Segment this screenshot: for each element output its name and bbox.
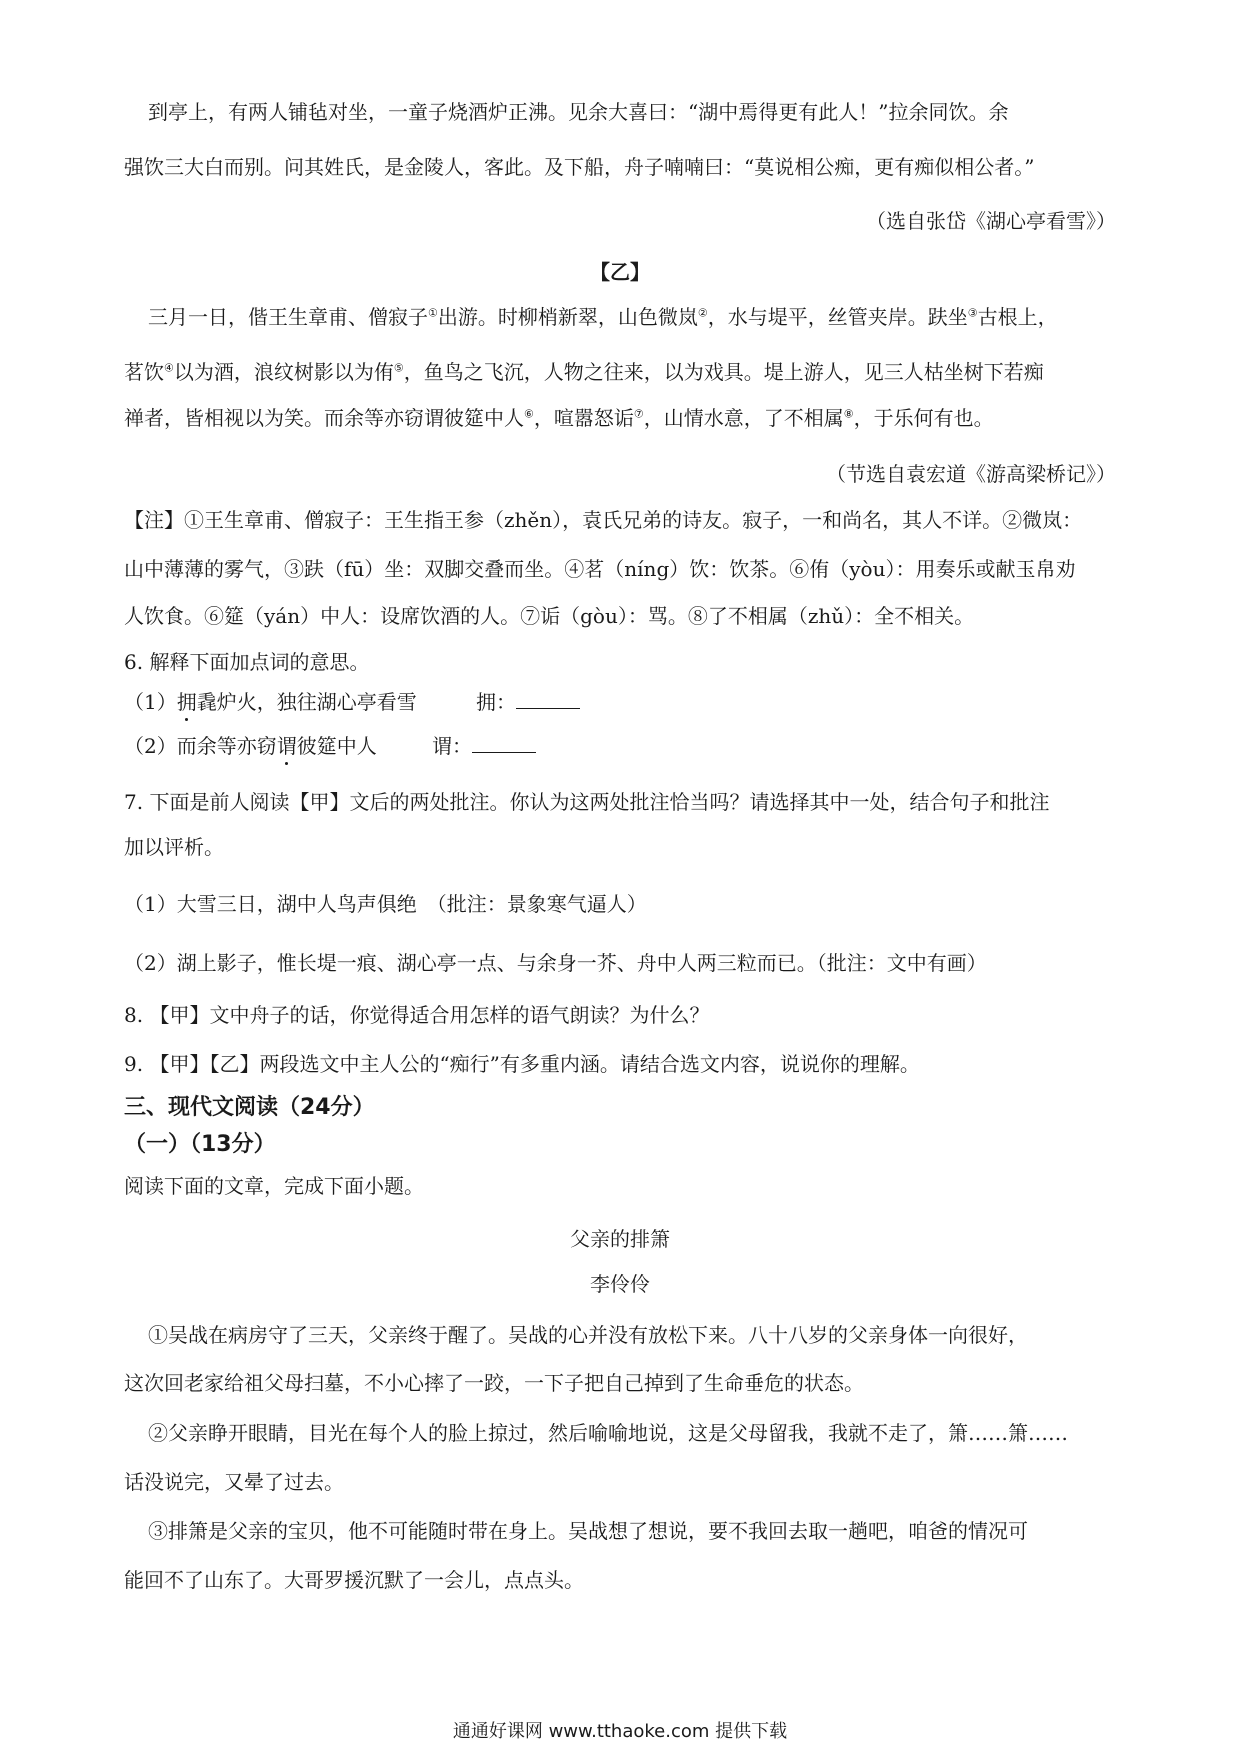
article-p1-line-1: ①吴战在病房守了三天，父亲终于醒了。吴战的心并没有放松下来。八十八岁的父亲身体一向很好， bbox=[148, 1323, 1028, 1347]
question-9: 9. 【甲】【乙】两段选文中主人公的“痴行”有多重内涵。请结合选文内容，说说你的理解。 bbox=[124, 1052, 920, 1076]
question-6-2: （2）而余等亦窃谓彼筵中人 bbox=[124, 734, 377, 758]
answer-6-2[interactable]: 谓： bbox=[432, 732, 536, 760]
section-3-title: 三、现代文阅读（24分） bbox=[124, 1095, 375, 1120]
section-3-part-1: （一）（13分） bbox=[124, 1132, 276, 1157]
question-8: 8. 【甲】文中舟子的话，你觉得适合用怎样的语气朗读？为什么？ bbox=[124, 1003, 710, 1027]
question-7-line-1: 7. 下面是前人阅读【甲】文后的两处批注。你认为这两处批注恰当吗？请选择其中一处，结合句子和批注 bbox=[124, 790, 1050, 814]
emphasis-dot-word: 拥 bbox=[176, 690, 197, 714]
jia-source: （选自张岱《湖心亭看雪》） bbox=[866, 209, 1116, 233]
yi-text-line-3: 禅者，皆相视以为笑。而余等亦窃谓彼筵中人⑥，喧嚣怒诟⑦，山情水意，了不相属⑧，于乐何有也。 bbox=[124, 406, 994, 430]
question-6-1: （1）拥毳炉火，独往湖心亭看雪 bbox=[124, 690, 417, 714]
answer-6-1[interactable]: 拥： bbox=[476, 688, 580, 716]
article-p1-line-2: 这次回老家给祖父母扫墓，不小心摔了一跤，一下子把自己掉到了生命垂危的状态。 bbox=[124, 1371, 864, 1395]
yi-text-line-2: 茗饮④以为酒，浪纹树影以为侑⑤，鱼鸟之飞沉，人物之往来，以为戏具。堤上游人，见三人枯坐树下若痴 bbox=[124, 360, 1044, 384]
answer-blank bbox=[472, 732, 536, 753]
article-p2-line-1: ②父亲睁开眼睛，目光在每个人的脸上掠过，然后喻喻地说，这是父母留我，我就不走了，箫……箫…… bbox=[148, 1421, 1068, 1445]
question-7-2: （2）湖上影子，惟长堤一痕、湖心亭一点、与余身一芥、舟中人两三粒而已。（批注：文中有画） bbox=[124, 951, 987, 975]
yi-text-line-1: 三月一日，偕王生章甫、僧寂子①出游。时柳梢新翠，山色微岚②，水与堤平，丝管夹岸。趺坐③古根上， bbox=[148, 305, 1058, 329]
article-p2-line-2: 话没说完，又晕了过去。 bbox=[124, 1470, 344, 1494]
notes-line-1: 【注】①王生章甫、僧寂子：王生指王参（zhěn），袁氏兄弟的诗友。寂子，一和尚名，其人不详。②微岚： bbox=[124, 508, 1083, 532]
question-7-1: （1）大雪三日，湖中人鸟声俱绝 （批注：景象寒气逼人） bbox=[124, 892, 647, 916]
jia-text-line-1: 到亭上，有两人铺毡对坐，一童子烧酒炉正沸。见余大喜曰：“湖中焉得更有此人！”拉余同饮。余 bbox=[148, 100, 1009, 124]
section-3-instruction: 阅读下面的文章，完成下面小题。 bbox=[124, 1174, 424, 1198]
yi-source: （节选自袁宏道《游高梁桥记》） bbox=[826, 462, 1116, 486]
notes-line-3: 人饮食。⑥筵（yán）中人：设席饮酒的人。⑦诟（gòu）：骂。⑧了不相属（zhǔ）：全不相关。 bbox=[124, 604, 975, 628]
jia-text-line-2: 强饮三大白而别。问其姓氏，是金陵人，客此。及下船，舟子喃喃曰：“莫说相公痴，更有痴似相公者。” bbox=[124, 155, 1035, 179]
article-p3-line-1: ③排箫是父亲的宝贝，他不可能随时带在身上。吴战想了想说，要不我回去取一趟吧，咱爸的情况可 bbox=[148, 1519, 1028, 1543]
answer-blank bbox=[516, 688, 580, 709]
yi-heading: 【乙】 bbox=[590, 260, 650, 284]
notes-line-2: 山中薄薄的雾气，③趺（fū）坐：双脚交叠而坐。④茗（níng）饮：饮茶。⑥侑（yòu）：用奏乐或献玉帛劝 bbox=[124, 557, 1076, 581]
article-author: 李伶伶 bbox=[590, 1272, 650, 1296]
article-title: 父亲的排箫 bbox=[570, 1227, 670, 1251]
question-7-line-2: 加以评析。 bbox=[124, 835, 224, 859]
question-6: 6. 解释下面加点词的意思。 bbox=[124, 650, 370, 674]
emphasis-dot-word: 谓 bbox=[276, 734, 297, 758]
footer-download-note: 通通好课网 www.tthaoke.com 提供下载 bbox=[452, 1721, 788, 1742]
article-p3-line-2: 能回不了山东了。大哥罗援沉默了一会儿，点点头。 bbox=[124, 1568, 584, 1592]
